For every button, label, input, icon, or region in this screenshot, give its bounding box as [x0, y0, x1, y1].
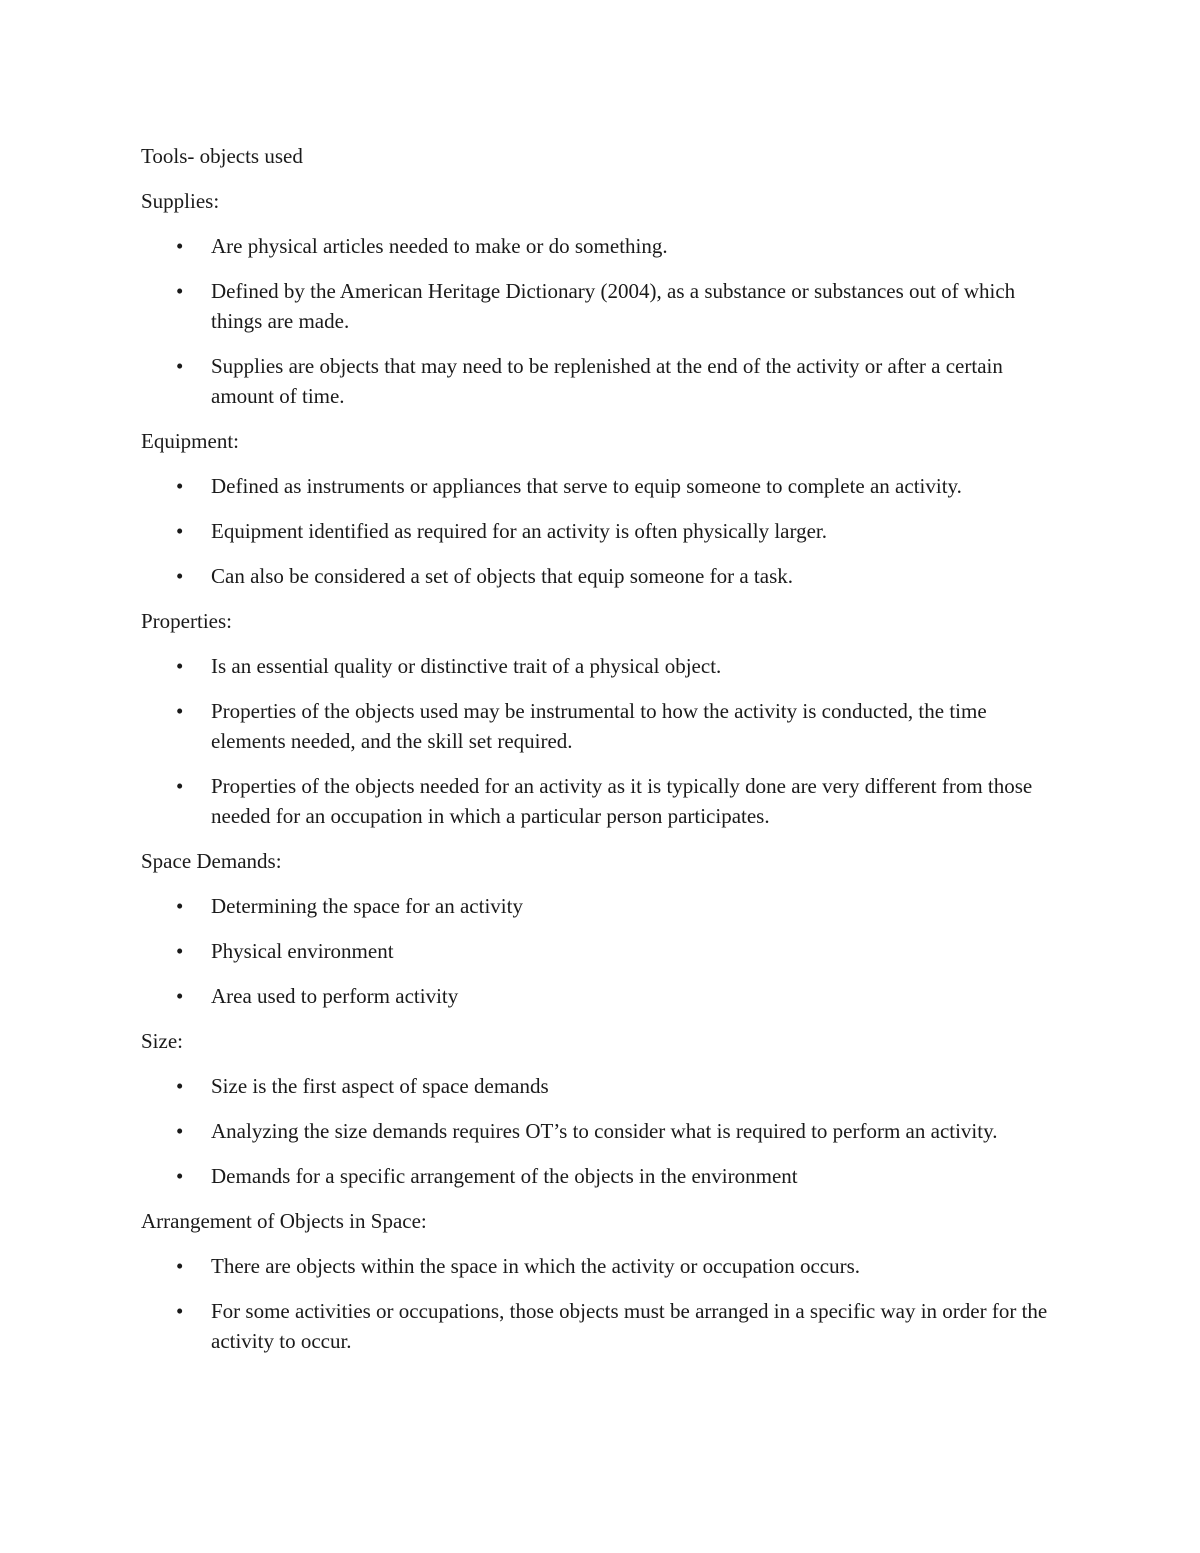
bullet-list — [141, 891, 1061, 1011]
bullet-text: Analyzing the size demands requires OT’s to consider what is required to perform an activity. — [211, 1119, 998, 1143]
bullet-text: Can also be considered a set of objects that equip someone for a task. — [211, 564, 793, 588]
bullet-text: Are physical articles needed to make or do something. — [211, 234, 668, 258]
bullet-text: Defined by the American Heritage Dictionary (2004), as a substance or substances out of which things are made. — [211, 279, 1016, 333]
bullet-text: Physical environment — [211, 939, 394, 963]
bullet-text: Properties of the objects used may be instrumental to how the activity is conducted, the time elements needed, and the skill set required. — [211, 699, 987, 753]
bullet-item — [141, 561, 1061, 591]
bullet-text: Properties of the objects needed for an activity as it is typically done are very different from those needed for an occupation in which a particular person participates. — [211, 774, 1033, 828]
bullet-icon: • — [176, 1299, 184, 1323]
bullet-icon: • — [176, 894, 184, 918]
bullet-text: Size is the first aspect of space demands — [211, 1074, 549, 1098]
section-heading: Equipment: — [141, 429, 239, 453]
bullet-item — [141, 771, 1061, 831]
bullet-item — [141, 891, 1061, 921]
section-heading: Supplies: — [141, 189, 220, 213]
sections-container — [141, 186, 1061, 1356]
bullet-text: Determining the space for an activity — [211, 894, 523, 918]
bullet-list — [141, 1251, 1061, 1356]
section-heading: Arrangement of Objects in Space: — [141, 1209, 427, 1233]
bullet-text: Demands for a specific arrangement of the objects in the environment — [211, 1164, 798, 1188]
bullet-icon: • — [176, 234, 184, 258]
bullet-item — [141, 1071, 1061, 1101]
bullet-item — [141, 651, 1061, 681]
bullet-icon: • — [176, 939, 184, 963]
bullet-list — [141, 1071, 1061, 1191]
bullet-icon: • — [176, 1119, 184, 1143]
bullet-icon: • — [176, 774, 184, 798]
section-heading: Size: — [141, 1029, 183, 1053]
bullet-item — [141, 471, 1061, 501]
bullet-text: There are objects within the space in which the activity or occupation occurs. — [211, 1254, 861, 1278]
section-heading: Properties: — [141, 609, 232, 633]
bullet-text: Equipment identified as required for an activity is often physically larger. — [211, 519, 828, 543]
bullet-item — [141, 696, 1061, 756]
bullet-icon: • — [176, 474, 184, 498]
bullet-list — [141, 471, 1061, 591]
bullet-text: Area used to perform activity — [211, 984, 459, 1008]
bullet-item — [141, 981, 1061, 1011]
bullet-icon: • — [176, 984, 184, 1008]
bullet-item — [141, 936, 1061, 966]
document-body — [141, 141, 1061, 1371]
bullet-item — [141, 1161, 1061, 1191]
bullet-item — [141, 351, 1061, 411]
bullet-icon: • — [176, 1254, 184, 1278]
bullet-icon: • — [176, 354, 184, 378]
bullet-item — [141, 231, 1061, 261]
bullet-icon: • — [176, 699, 184, 723]
intro-line: Tools- objects used — [141, 144, 303, 168]
bullet-text: Defined as instruments or appliances that serve to equip someone to complete an activity. — [211, 474, 962, 498]
bullet-item — [141, 1296, 1061, 1356]
bullet-icon: • — [176, 1074, 184, 1098]
bullet-icon: • — [176, 279, 184, 303]
bullet-icon: • — [176, 654, 184, 678]
bullet-list — [141, 231, 1061, 411]
bullet-item — [141, 516, 1061, 546]
bullet-item — [141, 276, 1061, 336]
bullet-icon: • — [176, 564, 184, 588]
bullet-item — [141, 1251, 1061, 1281]
section-heading: Space Demands: — [141, 849, 282, 873]
bullet-text: Is an essential quality or distinctive trait of a physical object. — [211, 654, 722, 678]
bullet-icon: • — [176, 1164, 184, 1188]
bullet-text: Supplies are objects that may need to be replenished at the end of the activity or after a certain amount of time. — [211, 354, 1003, 408]
bullet-text: For some activities or occupations, those objects must be arranged in a specific way in order for the activity to occur. — [211, 1299, 1048, 1353]
bullet-icon: • — [176, 519, 184, 543]
bullet-list — [141, 651, 1061, 831]
bullet-item — [141, 1116, 1061, 1146]
